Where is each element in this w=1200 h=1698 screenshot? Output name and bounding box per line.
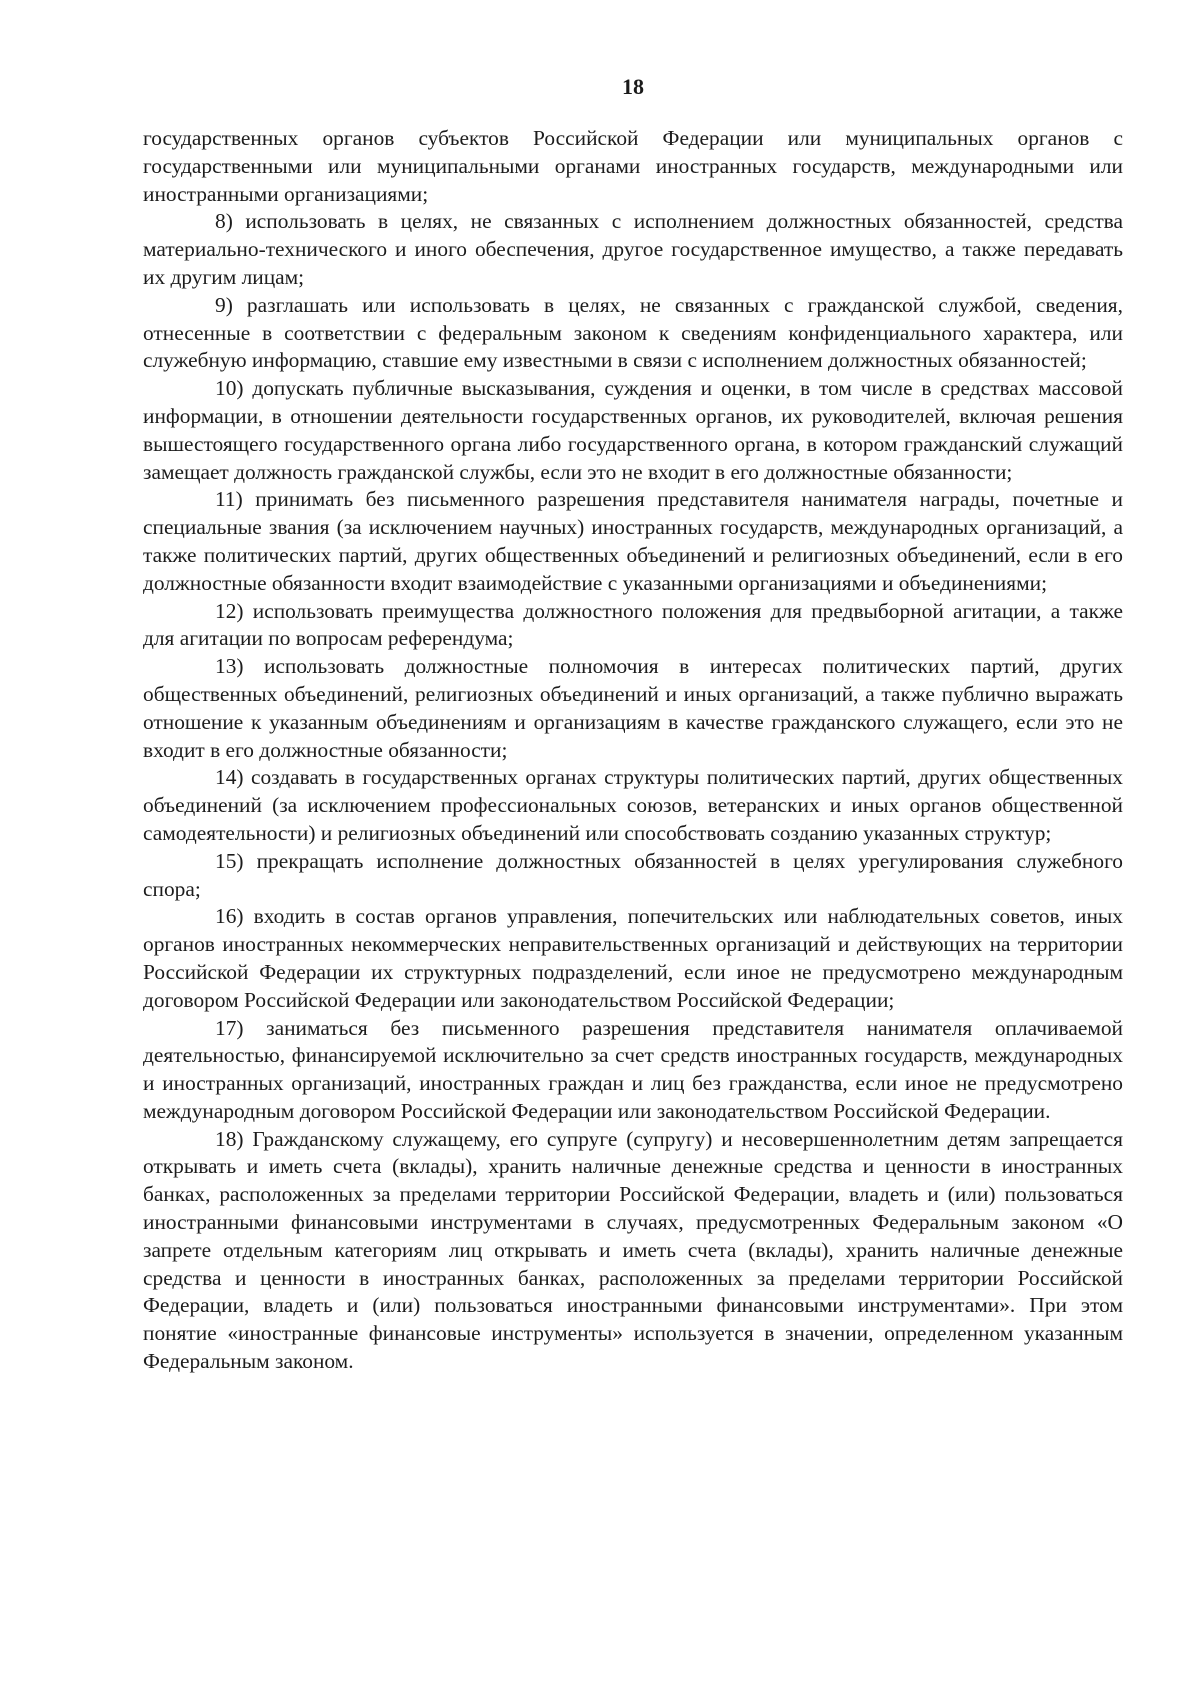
paragraph-item-10: 10) допускать публичные высказывания, суждения и оценки, в том числе в средствах массовой информации, в отношении деятельности государственных органов, их руководителей, включая решения вышестоящего государственного органа либо государственного органа, в котором гражданский служащий замещает должность гражданской службы, если это не входит в его должностные обязанности; [143,376,1123,484]
document-body [143,125,1123,1376]
paragraph-continuation: государственных органов субъектов Российской Федерации или муниципальных органов с государственными или муниципальными органами иностранных государств, международными или иностранными организациями; [143,126,1123,206]
paragraph-item-13: 13) использовать должностные полномочия в интересах политических партий, других общественных объединений, религиозных объединений и иных организаций, а также публично выражать отношение к указанным объединениям и организациям в качестве гражданского служащего, если это не входит в его должностные обязанности; [143,654,1123,762]
paragraph-item-8: 8) использовать в целях, не связанных с исполнением должностных обязанностей, средства материально-технического и иного обеспечения, другое государственное имущество, а также передавать их другим лицам; [143,209,1123,289]
paragraph-item-16: 16) входить в состав органов управления, попечительских или наблюдательных советов, иных органов иностранных некоммерческих неправительственных организаций и действующих на территории Российской Федерации их структурных подразделений, если иное не предусмотрено международным договором Российской Федерации или законодательством Российской Федерации; [143,904,1123,1012]
paragraph-item-9: 9) разглашать или использовать в целях, не связанных с гражданской службой, сведения, отнесенные в соответствии с федеральным законом к сведениям конфиденциального характера, или служебную информацию, ставшие ему известными в связи с исполнением должностных обязанностей; [143,292,1123,373]
paragraph-item-18: 18) Гражданскому служащему, его супруге (супругу) и несовершеннолетним детям запрещается открывать и иметь счета (вклады), хранить наличные денежные средства и ценности в иностранных банках, расположенных за пределами территории Российской Федерации, владеть и (или) пользоваться иностранными финансовыми инструментами в случаях, предусмотренных Федеральным законом «О запрете отдельным категориям лиц открывать и иметь счета (вклады), хранить наличные денежные средства и ценности в иностранных банках, расположенных за пределами территории Российской Федерации, владеть и (или) пользоваться иностранными финансовыми инструментами». При этом понятие «иностранные финансовые инструменты» используется в значении, определенном указанным Федеральным законом. [143,1126,1123,1374]
paragraph-item-17: 17) заниматься без письменного разрешения представителя нанимателя оплачиваемой деятельностью, финансируемой исключительно за счет средств иностранных государств, международных и иностранных организаций, иностранных граждан и лиц без гражданства, если иное не предусмотрено международным договором Российской Федерации или законодательством Российской Федерации. [143,1015,1123,1123]
paragraph-item-12: 12) использовать преимущества должностного положения для предвыборной агитации, а также для агитации по вопросам референдума; [143,598,1123,651]
paragraph-item-11: 11) принимать без письменного разрешения представителя нанимателя награды, почетные и специальные звания (за исключением научных) иностранных государств, международных организаций, а также политических партий, других общественных объединений и религиозных объединений, если в его должностные обязанности входит взаимодействие с указанными организациями и объединениями; [143,487,1123,595]
paragraph-item-14: 14) создавать в государственных органах структуры политических партий, других общественных объединений (за исключением профессиональных союзов, ветеранских и иных органов общественной самодеятельности) и религиозных объединений или способствовать созданию указанных структур; [143,765,1123,845]
page-number: 18 [622,74,644,99]
paragraph-item-15: 15) прекращать исполнение должностных обязанностей в целях урегулирования служебного спора; [143,848,1123,901]
